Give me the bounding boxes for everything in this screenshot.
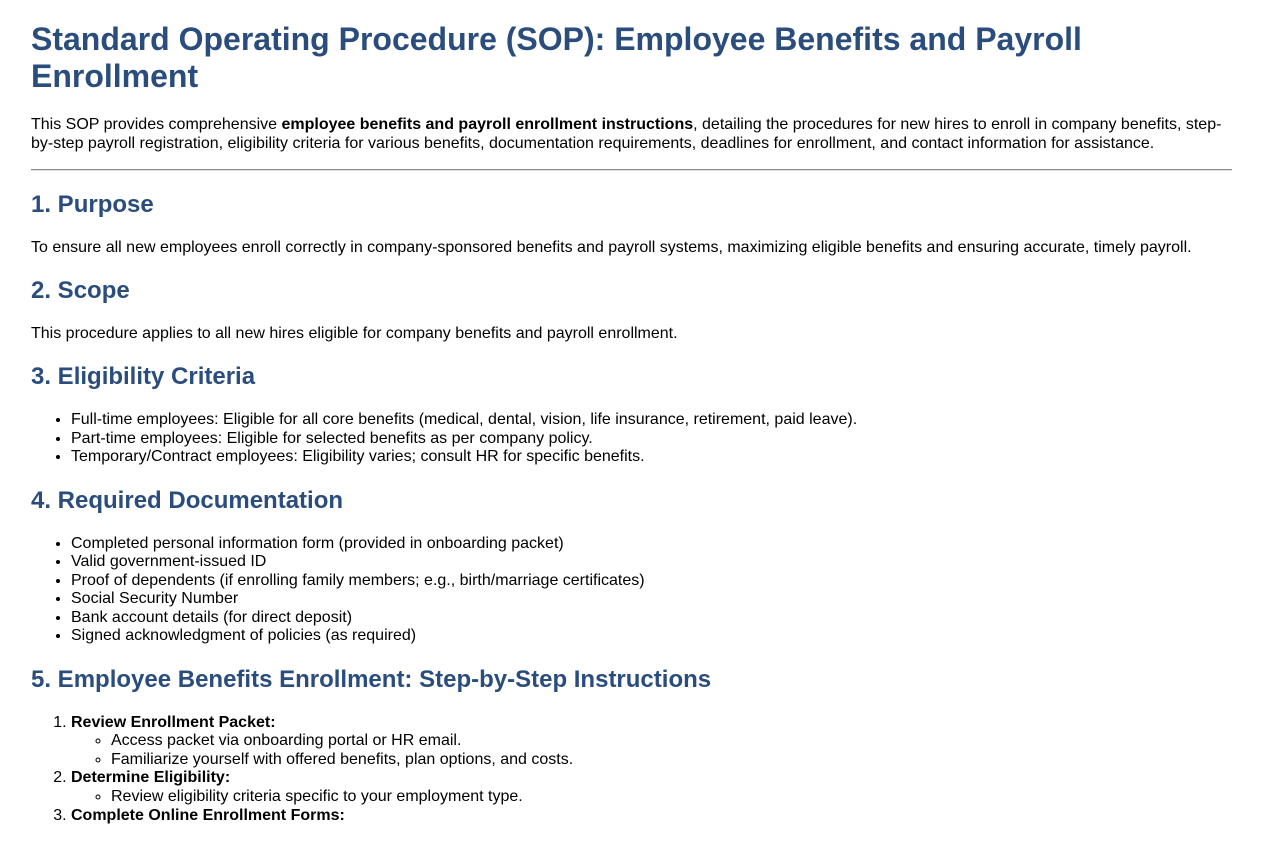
purpose-paragraph: To ensure all new employees enroll correctly in company-sponsored benefits and payroll systems, maximizing eligible benefits and ensuring accurate, timely payroll. xyxy=(31,238,1192,256)
list-item: • Part-time employees: Eligible for selected benefits as per company policy. xyxy=(71,430,1232,449)
required-documentation-list xyxy=(31,535,1232,646)
list-item: • Social Security Number xyxy=(71,590,1232,609)
intro-text-pre: This SOP provides comprehensive xyxy=(31,116,282,134)
scope-paragraph: This procedure applies to all new hires eligible for company benefits and payroll enrollment. xyxy=(31,325,678,343)
list-item: • Valid government-issued ID xyxy=(71,553,1232,572)
section-heading-required-documentation: 4. Required Documentation xyxy=(31,486,344,514)
step-item xyxy=(71,807,1232,826)
step-item xyxy=(71,714,1232,770)
step-item xyxy=(71,769,1232,806)
intro-paragraph xyxy=(31,116,1232,153)
intro-text-post: , detailing the procedures for new hires to enroll in company benefits, step-by-step payroll registration, eligibility criteria for various benefits, documentation requirements, deadlines for enrollment, and contact information for assistance. xyxy=(31,116,1222,152)
list-item: • Completed personal information form (provided in onboarding packet) xyxy=(71,535,1232,554)
section-heading-eligibility-criteria: 3. Eligibility Criteria xyxy=(31,363,256,391)
step-label: Review Enrollment Packet: xyxy=(71,713,276,731)
intro-text-bold: employee benefits and payroll enrollment instructions xyxy=(281,116,694,134)
list-item: • Proof of dependents (if enrolling family members; e.g., birth/marriage certificates) xyxy=(71,572,1232,591)
step-label: Determine Eligibility: xyxy=(71,769,231,787)
substep-item: ◦ Familiarize yourself with offered benefits, plan options, and costs. xyxy=(111,751,1232,770)
substep-list xyxy=(71,732,1232,769)
list-item: • Temporary/Contract employees: Eligibility varies; consult HR for specific benefits. xyxy=(71,448,1232,467)
list-item: • Signed acknowledgment of policies (as required) xyxy=(71,627,1232,646)
section-divider xyxy=(31,169,1232,171)
eligibility-criteria-list xyxy=(31,411,1232,467)
substep-list xyxy=(71,788,1232,807)
section-heading-benefits-enrollment-steps: 5. Employee Benefits Enrollment: Step-by-Step Instructions xyxy=(31,666,712,694)
benefits-enrollment-step-list xyxy=(31,714,1232,825)
substep-item: ◦ Access packet via onboarding portal or HR email. xyxy=(111,732,1232,751)
substep-item: ◦ Review eligibility criteria specific to your employment type. xyxy=(111,788,1232,807)
section-heading-purpose: 1. Purpose xyxy=(31,191,154,218)
list-item: • Bank account details (for direct deposit) xyxy=(71,609,1232,628)
section-heading-scope: 2. Scope xyxy=(31,277,130,305)
step-label: Complete Online Enrollment Forms: xyxy=(71,806,345,824)
list-item: • Full-time employees: Eligible for all core benefits (medical, dental, vision, life insurance, retirement, paid leave). xyxy=(71,411,1232,430)
page-title: Standard Operating Procedure (SOP): Employee Benefits and Payroll Enrollment xyxy=(31,21,1082,95)
